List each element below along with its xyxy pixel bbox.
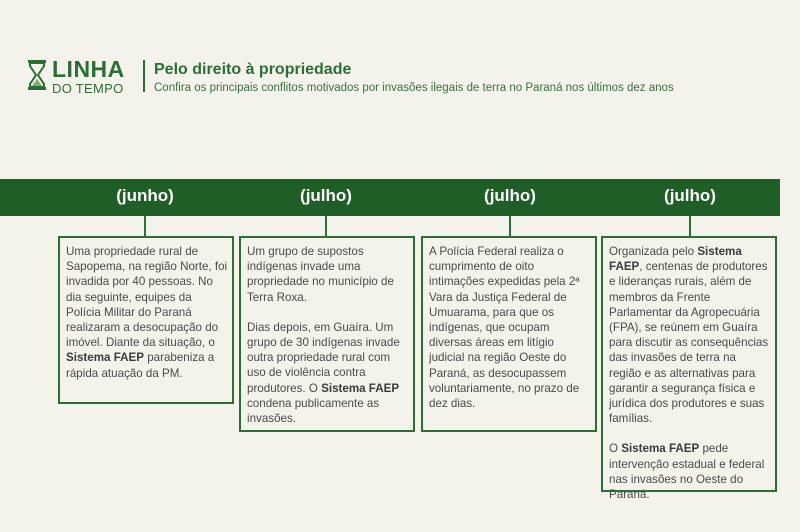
- card-paragraph: O Sistema FAEP pede intervenção estadual e federal nas invasões no Oeste do Paraná.: [609, 442, 765, 502]
- timeline-card-text: [247, 244, 409, 441]
- timeline-card-text: [429, 244, 591, 426]
- card-paragraph: Um grupo de supostos indígenas invade uma propriedade no município de Terra Roxa.: [247, 245, 394, 304]
- page-subtitle: Confira os principais conflitos motivados por invasões ilegais de terra no Paraná nos últimos dez anos: [154, 82, 674, 94]
- timeline-month-3: (julho): [484, 186, 536, 205]
- timeline-card: [58, 236, 234, 404]
- card-paragraph: Uma propriedade rural de Sapopema, na região Norte, foi invadida por 40 pessoas. No dia seguinte, equipes da Polícia Militar do Paraná realizaram a desocupação do imóvel. Diante da situação, o Sistema FAEP parabeniza a rápida atuação da PM.: [66, 245, 228, 380]
- page-title: Pelo direito à propriedade: [154, 61, 352, 78]
- timeline-card: [421, 236, 597, 432]
- timeline-connector: [325, 216, 327, 236]
- timeline-card: [601, 236, 777, 502]
- timeline-card-text: [66, 244, 228, 396]
- timeline-month-1: (junho): [116, 186, 174, 205]
- logo-subtitle: DO TEMPO: [52, 81, 124, 96]
- card-paragraph: Dias depois, em Guaíra. Um grupo de 30 indígenas invade outra propriedade rural com uso de violência contra produtores. O Sistema FAEP condena publicamente as invasões.: [247, 320, 400, 426]
- timeline-month-2: (julho): [300, 186, 352, 205]
- timeline-connector: [509, 216, 511, 236]
- timeline-connector: [144, 216, 146, 236]
- timeline-month-4: (julho): [664, 186, 716, 205]
- timeline-card: [239, 236, 415, 432]
- hourglass-icon: [28, 60, 46, 90]
- card-paragraph: Organizada pelo Sistema FAEP, centenas de produtores e lideranças rurais, além de membros da Frente Parlamentar da Agropecuária (FPA), se reúnem em Guaíra para discutir as consequências das invasões de terra na região e as alternativas para garantir a segurança física e jurídica dos produtores e suas famílias.: [609, 245, 769, 426]
- card-paragraph: A Polícia Federal realiza o cumprimento de oito intimações expedidas pela 2ª Vara da Justiça Federal de Umuarama, para que os indígenas, que ocupam diversas áreas em litígio judicial na região Oeste do Paraná, as desocupassem voluntariamente, no prazo de dez dias.: [429, 245, 580, 411]
- timeline-card-text: [609, 244, 771, 517]
- logo-title: LINHA: [52, 56, 125, 82]
- timeline-connector: [689, 216, 691, 236]
- header-divider: [143, 60, 145, 92]
